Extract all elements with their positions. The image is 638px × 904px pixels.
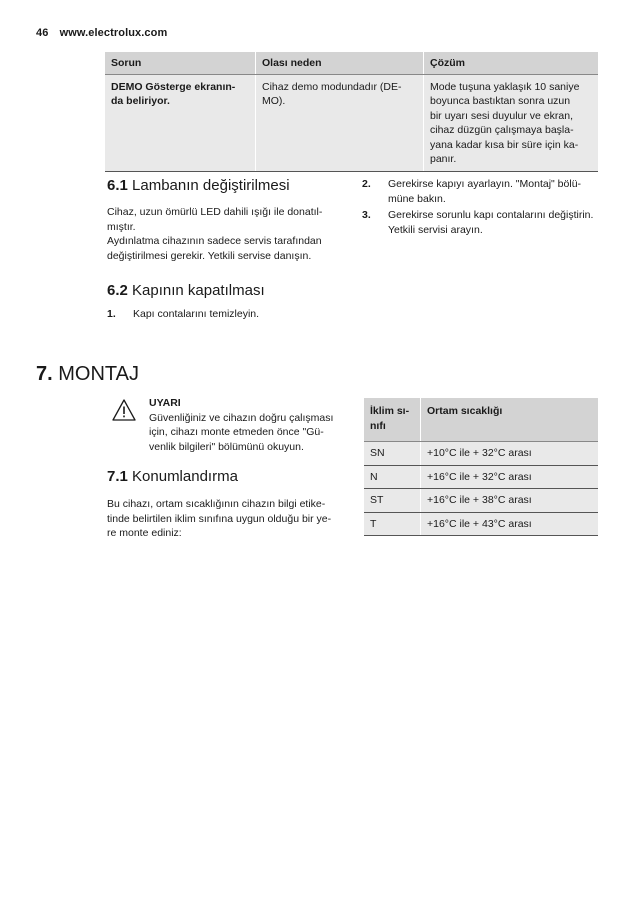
- section-title: Lambanın değiştirilmesi: [132, 177, 290, 194]
- cause-line: Cihaz demo modundadır (DE-: [262, 80, 402, 93]
- cell-problem: [105, 74, 256, 171]
- solution-line: cihaz düzgün çalışmaya başla-: [430, 124, 574, 136]
- step-text: Gerekirse kapıyı ayarlayın. "Montaj" bölü-: [388, 178, 582, 190]
- steps-list-left: [107, 307, 347, 324]
- step-text: Gerekirse sorunlu kapı contalarını değiştirin.: [388, 209, 594, 221]
- cause-line: MO).: [262, 95, 286, 107]
- header-line: nıfı: [370, 419, 386, 432]
- cell-range: +16°C ile + 38°C arası: [421, 489, 599, 513]
- step-text: müne bakın.: [388, 192, 446, 205]
- list-item: [107, 307, 347, 322]
- section-number: 6.1: [107, 177, 128, 194]
- solution-line: yana kadar kısa bir süre için ka-: [430, 138, 579, 151]
- table-row: [364, 465, 598, 489]
- solution-line: bir uyarı sesi duyulur ve ekran,: [430, 109, 573, 122]
- climate-class-table: [364, 398, 598, 536]
- chapter-title: MONTAJ: [58, 363, 139, 385]
- list-item: [362, 177, 602, 206]
- paragraph-line: re monte ediniz:: [107, 527, 182, 539]
- header-climate-class: [364, 398, 421, 442]
- cell-class: T: [364, 512, 421, 536]
- header-cause: Olası neden: [256, 52, 424, 74]
- cell-class: ST: [364, 489, 421, 513]
- table-header-row: [105, 52, 598, 74]
- section-7-1-body: [107, 497, 352, 541]
- problem-line: da beliriyor.: [111, 95, 170, 107]
- header-line: İklim sı-: [370, 405, 410, 417]
- section-6-1-body: [107, 205, 347, 263]
- chapter-number: 7.: [36, 363, 53, 385]
- table-row: [105, 74, 598, 171]
- cell-cause: [256, 74, 424, 171]
- table-row: [364, 489, 598, 513]
- table-row: [364, 512, 598, 536]
- header-solution: Çözüm: [424, 52, 599, 74]
- page-header: [36, 27, 167, 39]
- paragraph-line: tinde belirtilen iklim sınıfına uygun olduğu bir ye-: [107, 512, 332, 525]
- troubleshooting-table: [105, 52, 598, 172]
- step-number: 1.: [107, 308, 116, 320]
- section-7-1-heading: [107, 468, 238, 485]
- section-number: 7.1: [107, 468, 128, 485]
- section-title: Konumlandırma: [132, 468, 238, 485]
- cell-range: +10°C ile + 32°C arası: [421, 442, 599, 466]
- warning-line: için, cihazı monte etmeden önce "Gü-: [149, 426, 324, 438]
- steps-list-right: [362, 177, 602, 239]
- chapter-7-heading: [36, 363, 139, 386]
- warning-line: venlik bilgileri" bölümünü okuyun.: [149, 440, 304, 453]
- warning-box: [149, 396, 349, 454]
- solution-line: Mode tuşuna yaklaşık 10 saniye: [430, 80, 580, 93]
- section-6-1-heading: [107, 177, 290, 194]
- header-problem: Sorun: [105, 52, 256, 74]
- paragraph-line: Cihaz, uzun ömürlü LED dahili ışığı ile donatıl-: [107, 206, 323, 218]
- step-text: Kapı contalarını temizleyin.: [133, 308, 260, 320]
- step-number: 3.: [362, 209, 371, 221]
- warning-line: Güvenliğiniz ve cihazın doğru çalışması: [149, 411, 334, 424]
- paragraph-line: Bu cihazı, ortam sıcaklığının cihazın bilgi etike-: [107, 498, 326, 510]
- cell-range: +16°C ile + 43°C arası: [421, 512, 599, 536]
- table-row: [364, 442, 598, 466]
- table-header-row: [364, 398, 598, 442]
- page-number: 46: [36, 27, 49, 39]
- list-item: [362, 208, 602, 237]
- section-number: 6.2: [107, 282, 128, 299]
- cell-class: SN: [364, 442, 421, 466]
- step-text: Yetkili servisi arayın.: [388, 223, 483, 236]
- step-number: 2.: [362, 178, 371, 190]
- cell-class: N: [364, 465, 421, 489]
- section-6-2-heading: [107, 282, 265, 299]
- paragraph-line: mıştır.: [107, 220, 136, 233]
- warning-title: UYARI: [149, 397, 181, 409]
- cell-solution: [424, 74, 599, 171]
- section-title: Kapının kapatılması: [132, 282, 265, 299]
- problem-line: DEMO Gösterge ekranın-: [111, 80, 236, 93]
- solution-line: boyunca bastıktan sonra uzun: [430, 95, 571, 107]
- solution-line: panır.: [430, 153, 457, 165]
- paragraph-line: değiştirilmesi gerekir. Yetkili servise danışın.: [107, 249, 312, 262]
- website-link[interactable]: www.electrolux.com: [59, 27, 168, 39]
- warning-triangle-icon: [112, 399, 136, 421]
- header-ambient-temp: Ortam sıcaklığı: [421, 398, 599, 442]
- cell-range: +16°C ile + 32°C arası: [421, 465, 599, 489]
- paragraph-line: Aydınlatma cihazının sadece servis tarafından: [107, 235, 322, 247]
